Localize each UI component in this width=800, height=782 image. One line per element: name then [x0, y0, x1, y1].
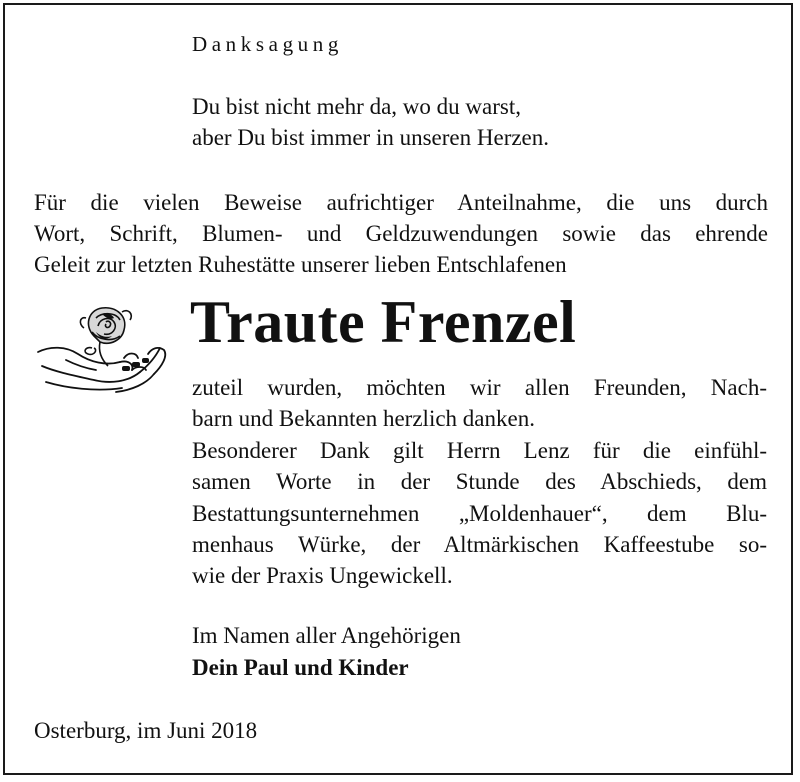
body-line: zuteil wurden, möchten wir allen Freunden, Nach-	[192, 375, 767, 400]
signature	[192, 620, 461, 684]
poem-line: Du bist nicht mehr da, wo du warst,	[192, 94, 521, 119]
poem-line: aber Du bist immer in unseren Herzen.	[192, 125, 550, 150]
body-line: wie der Praxis Ungewickell.	[192, 563, 453, 589]
signature-line: Im Namen aller Angehörigen	[192, 623, 461, 648]
body-line: Bestattungsunternehmen „Moldenhauer“, dem Blu-	[192, 500, 767, 526]
place-date: Osterburg, im Juni 2018	[34, 718, 258, 743]
poem	[192, 91, 549, 153]
intro-line: Wort, Schrift, Blumen- und Geldzuwendungen sowie das ehrende	[34, 221, 768, 246]
deceased-name: Traute Frenzel	[190, 289, 577, 355]
rose-in-hands-icon	[36, 296, 172, 396]
body-line: menhaus Würke, der Altmärkischen Kaffeestube so-	[192, 532, 767, 558]
intro-paragraph	[34, 187, 768, 280]
thanks-paragraph	[192, 372, 767, 592]
body-line: barn und Bekannten herzlich danken.	[192, 406, 535, 432]
signature-names: Dein Paul und Kinder	[192, 655, 409, 680]
notice-heading: Danksagung	[192, 32, 343, 56]
intro-line: Für die vielen Beweise aufrichtiger Anteilnahme, die uns durch	[34, 190, 768, 215]
body-line: samen Worte in der Stunde des Abschieds, dem	[192, 469, 767, 495]
body-line: Besonderer Dank gilt Herrn Lenz für die einfühl-	[192, 437, 767, 463]
intro-line: Geleit zur letzten Ruhestätte unserer lieben Entschlafenen	[34, 252, 567, 277]
